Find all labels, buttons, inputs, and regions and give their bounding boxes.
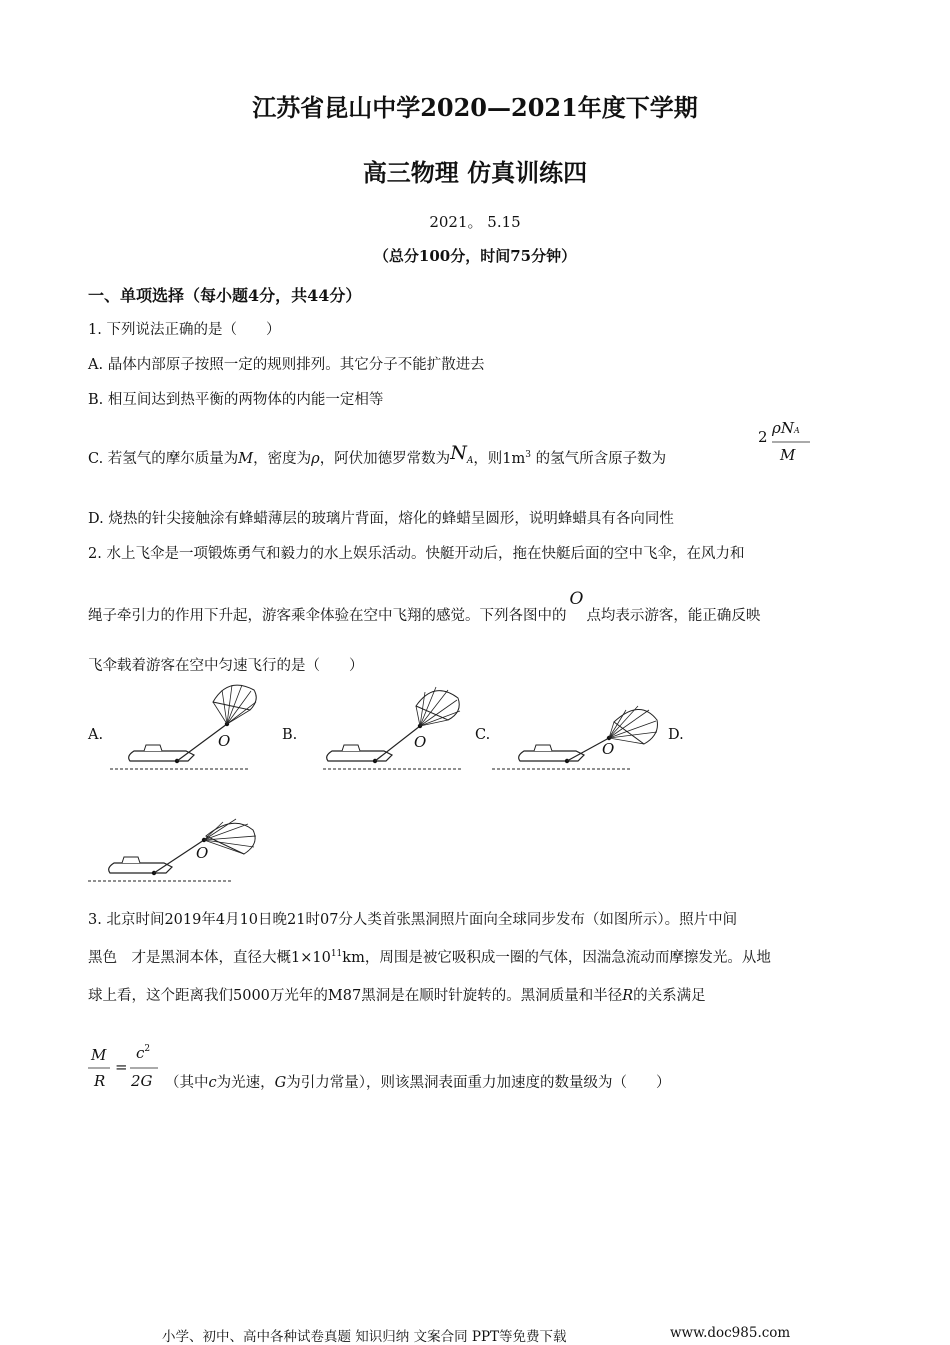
figure-option-a [110,680,270,780]
question-1-stem: 1. 下列说法正确的是（ ） [88,322,281,338]
formula-equals: = [115,1058,128,1076]
figure-option-d [88,810,268,890]
figure-option-c [492,680,667,780]
question-2-line-1: 2. 水上飞伞是一项锻炼勇气和毅力的水上娱乐活动。快艇开动后，拖在快艇后面的空中飞伞，在风力和 [88,546,745,562]
section-heading: 一、单项选择（每小题4分，共44分） [88,286,362,305]
option-a-label: A. [88,727,104,743]
fraction-denominator: M [780,446,796,464]
question-1-option-a: A. 晶体内部原子按照一定的规则排列。其它分子不能扩散进去 [88,357,485,373]
question-3-line-4: （其中c为光速，G为引力常量），则该黑洞表面重力加速度的数量级为（ ） [165,1075,671,1091]
exam-info: （总分100分，时间75分钟） [373,247,577,265]
formula-bar-right [130,1067,160,1069]
fraction-bar [772,441,812,443]
question-1-option-c: C. 若氢气的摩尔质量为M，密度为ρ，阿伏加德罗常数为NA，则$1m^3$ 的氢气所含原子数为 [88,442,667,467]
question-1-option-b: B. 相互间达到热平衡的两物体的内能一定相等 [88,392,384,408]
formula-bar-left [88,1067,112,1069]
fraction-coefficient: 2 [758,428,768,446]
formula-2g: 2G [131,1072,153,1090]
formula-c-squared: $c^2$ [136,1044,151,1062]
question-2-line-2: 绳子牵引力的作用下升起，游客乘伞体验在空中飞翔的感觉。下列各图中的O点均表示游客，能正确反映 [88,589,761,624]
page-subtitle: 高三物理 仿真训练四 [362,158,588,187]
figure-option-b [298,680,468,780]
option-b-label: B. [282,727,298,743]
footer-link[interactable]: www.doc985.com [670,1325,791,1341]
exam-date: 2021。 5.15 [429,213,521,231]
point-o-label-d: O [196,844,209,862]
option-d-label: D. [668,727,684,743]
point-o-label-b: O [414,733,427,751]
question-3-line-1: 3. 北京时间2019年4月10日晚21时07分人类首张黑洞照片面向全球同步发布（如图所示）。照片中间 [88,912,738,928]
formula-m: M [91,1046,107,1064]
point-o-label-c: O [602,740,615,758]
question-2-line-3: 飞伞载着游客在空中匀速飞行的是（ ） [88,658,364,674]
question-1-option-d: D. 烧热的针尖接触涂有蜂蜡薄层的玻璃片背面，熔化的蜂蜡呈圆形，说明蜂蜡具有各向同性 [88,511,674,527]
formula-r: R [94,1072,106,1090]
point-o-label-a: O [218,732,231,750]
question-3-line-3: 球上看，这个距离我们5000万光年的M87黑洞是在顺时针旋转的。黑洞质量和半径R的关系满足 [88,988,706,1004]
option-c-label: C. [475,727,491,743]
footer-text: 小学、初中、高中各种试卷真题 知识归纳 文案合同 PPT等免费下载 [162,1329,567,1345]
fraction-numerator: ρNA [772,419,800,437]
page-title: 江苏省昆山中学2020—2021年度下学期 [252,93,698,122]
question-3-line-2: 黑色 才是黑洞本体，直径大概$1\times 10^{11}km$，周围是被它吸积成一圈的气体，因湍急流动而摩擦发光。从地 [88,949,771,966]
